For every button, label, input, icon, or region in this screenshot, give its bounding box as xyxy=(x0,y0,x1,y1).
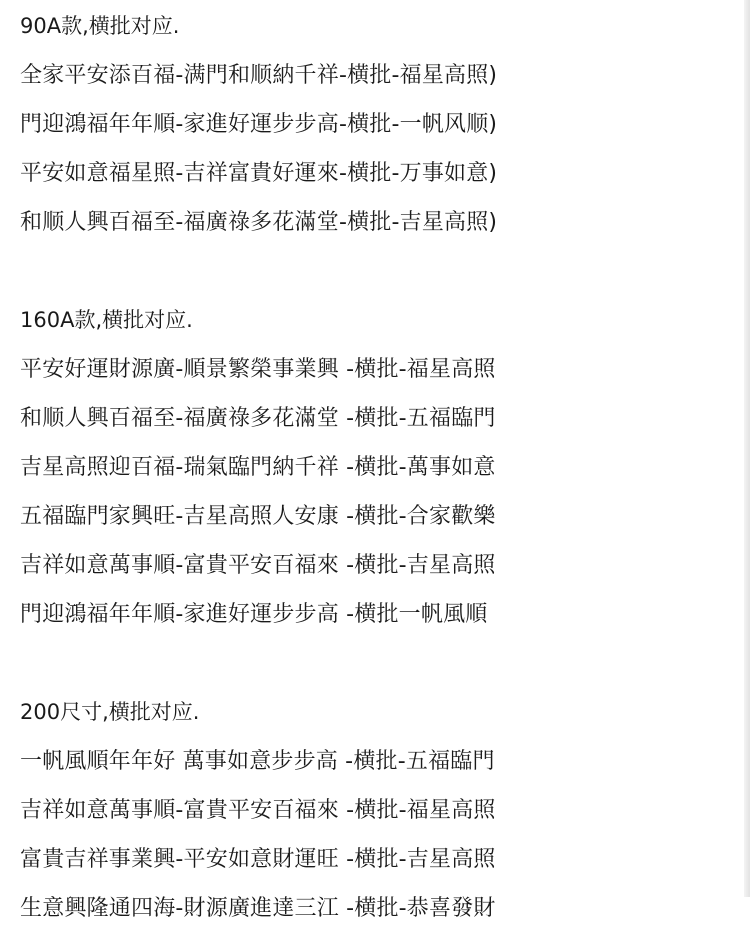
couplet-line: 門迎鴻福年年順-家進好運步步高 -横批一帆風順 xyxy=(20,602,488,627)
page-edge-divider xyxy=(744,0,750,897)
couplet-line: 生意興隆通四海-財源廣進達三江 -横批-恭喜發財 xyxy=(20,896,496,921)
couplet-line: 富貴吉祥事業興-平安如意財運旺 -横批-吉星高照 xyxy=(20,847,496,872)
section-heading: 160A款,横批对应. xyxy=(20,308,193,332)
couplet-line: 吉星高照迎百福-瑞氣臨門納千祥 -横批-萬事如意 xyxy=(20,455,496,480)
couplet-line: 一帆風順年年好 萬事如意步步高 -横批-五福臨門 xyxy=(20,749,495,774)
section-200 xyxy=(20,688,720,933)
section-90a xyxy=(20,2,720,247)
couplet-line: 全家平安添百福-满門和顺納千祥-横批-福星高照) xyxy=(20,63,498,88)
section-heading: 200尺寸,横批对应. xyxy=(20,700,200,724)
couplet-line: 吉祥如意萬事順-富貴平安百福來 -横批-福星高照 xyxy=(20,798,496,823)
section-160a xyxy=(20,296,720,639)
section-heading: 90A款,横批对应. xyxy=(20,14,180,38)
couplet-line: 和顺人興百福至-福廣祿多花滿堂-横批-吉星高照) xyxy=(20,210,498,235)
couplet-line: 吉祥如意萬事順-富貴平安百福來 -横批-吉星高照 xyxy=(20,553,496,578)
document-body xyxy=(20,2,720,933)
couplet-line: 平安如意福星照-吉祥富貴好運來-横批-万事如意) xyxy=(20,161,498,186)
couplet-line: 平安好運財源廣-順景繁榮事業興 -横批-福星高照 xyxy=(20,357,496,382)
couplet-line: 和顺人興百福至-福廣祿多花滿堂 -横批-五福臨門 xyxy=(20,406,496,431)
couplet-line: 五福臨門家興旺-吉星高照人安康 -横批-合家歡樂 xyxy=(20,504,496,529)
couplet-line: 門迎鴻福年年順-家進好運步步高-横批-一帆风顺) xyxy=(20,112,498,137)
